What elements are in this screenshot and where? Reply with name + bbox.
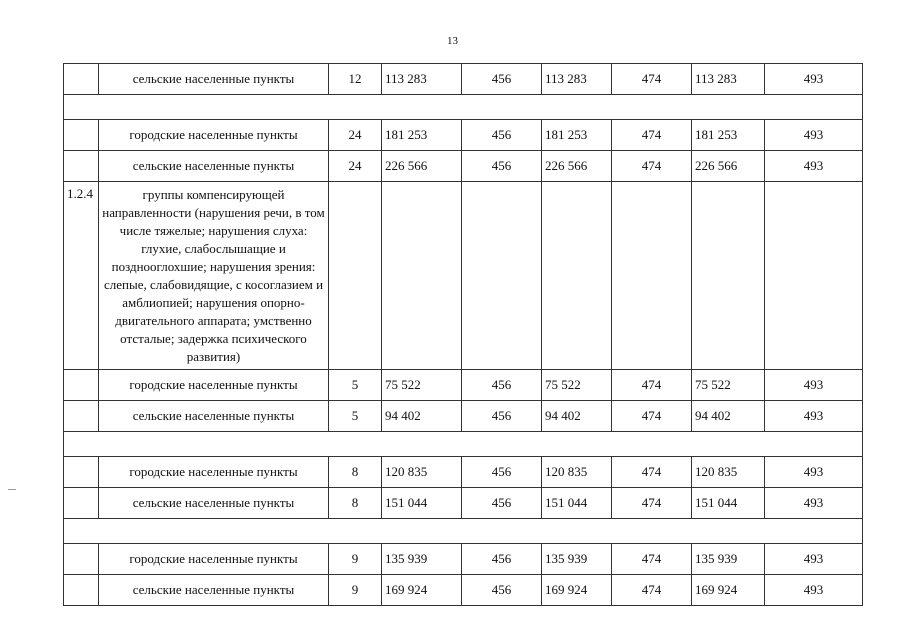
row-code bbox=[64, 120, 99, 151]
value-cell-c1: 24 bbox=[329, 151, 382, 182]
settlement-type: городские населенные пункты bbox=[99, 370, 329, 401]
value-cell-c1: 9 bbox=[329, 575, 382, 606]
value-cell-c6: 151 044 bbox=[692, 488, 765, 519]
empty-cell bbox=[382, 182, 462, 370]
value-cell-c7: 493 bbox=[765, 64, 863, 95]
value-cell-c6: 120 835 bbox=[692, 457, 765, 488]
value-cell-c5: 474 bbox=[612, 401, 692, 432]
value-cell-c1: 24 bbox=[329, 120, 382, 151]
value-cell-c2: 113 283 bbox=[382, 64, 462, 95]
spacer-row bbox=[64, 432, 863, 457]
value-cell-c6: 226 566 bbox=[692, 151, 765, 182]
value-cell-c5: 474 bbox=[612, 151, 692, 182]
value-cell-c1: 5 bbox=[329, 401, 382, 432]
value-cell-c5: 474 bbox=[612, 544, 692, 575]
spacer-row bbox=[64, 95, 863, 120]
settlement-type: сельские населенные пункты bbox=[99, 488, 329, 519]
value-cell-c3: 456 bbox=[462, 457, 542, 488]
section-title: группы компенсирующей направленности (нарушения речи, в том числе тяжелые; нарушения слуха: глухие, слабослышащие и позднооглохшие; нарушения зрения: слепые, слабовидящие, с косоглазием и амблиопией; нарушения опорно-двигательного аппарата; умственно отсталые; задержка психического развития) bbox=[99, 182, 329, 370]
value-cell-c7: 493 bbox=[765, 120, 863, 151]
value-cell-c4: 113 283 bbox=[542, 64, 612, 95]
empty-cell bbox=[462, 182, 542, 370]
empty-cell bbox=[612, 182, 692, 370]
value-cell-c3: 456 bbox=[462, 370, 542, 401]
value-cell-c4: 169 924 bbox=[542, 575, 612, 606]
settlement-type: сельские населенные пункты bbox=[99, 151, 329, 182]
table-row bbox=[64, 151, 863, 182]
value-cell-c5: 474 bbox=[612, 488, 692, 519]
row-code bbox=[64, 457, 99, 488]
value-cell-c6: 94 402 bbox=[692, 401, 765, 432]
value-cell-c2: 181 253 bbox=[382, 120, 462, 151]
spacer-cell bbox=[64, 432, 863, 457]
value-cell-c2: 94 402 bbox=[382, 401, 462, 432]
value-cell-c2: 75 522 bbox=[382, 370, 462, 401]
table-body bbox=[64, 64, 863, 606]
value-cell-c7: 493 bbox=[765, 488, 863, 519]
table-row bbox=[64, 544, 863, 575]
value-cell-c2: 120 835 bbox=[382, 457, 462, 488]
section-code: 1.2.4 bbox=[64, 182, 99, 370]
value-cell-c7: 493 bbox=[765, 575, 863, 606]
value-cell-c3: 456 bbox=[462, 544, 542, 575]
value-cell-c1: 5 bbox=[329, 370, 382, 401]
page-number: 13 bbox=[447, 35, 458, 47]
row-code bbox=[64, 370, 99, 401]
value-cell-c6: 113 283 bbox=[692, 64, 765, 95]
value-cell-c1: 12 bbox=[329, 64, 382, 95]
tariff-table bbox=[63, 63, 863, 606]
value-cell-c2: 169 924 bbox=[382, 575, 462, 606]
value-cell-c2: 135 939 bbox=[382, 544, 462, 575]
value-cell-c3: 456 bbox=[462, 575, 542, 606]
value-cell-c4: 135 939 bbox=[542, 544, 612, 575]
value-cell-c5: 474 bbox=[612, 120, 692, 151]
value-cell-c4: 94 402 bbox=[542, 401, 612, 432]
value-cell-c3: 456 bbox=[462, 120, 542, 151]
settlement-type: сельские населенные пункты bbox=[99, 64, 329, 95]
settlement-type: городские населенные пункты bbox=[99, 120, 329, 151]
table-row bbox=[64, 401, 863, 432]
value-cell-c7: 493 bbox=[765, 457, 863, 488]
value-cell-c7: 493 bbox=[765, 370, 863, 401]
value-cell-c6: 181 253 bbox=[692, 120, 765, 151]
value-cell-c5: 474 bbox=[612, 457, 692, 488]
empty-cell bbox=[692, 182, 765, 370]
value-cell-c4: 151 044 bbox=[542, 488, 612, 519]
table-row bbox=[64, 370, 863, 401]
value-cell-c1: 8 bbox=[329, 488, 382, 519]
table-row bbox=[64, 64, 863, 95]
value-cell-c1: 9 bbox=[329, 544, 382, 575]
row-code bbox=[64, 151, 99, 182]
value-cell-c7: 493 bbox=[765, 151, 863, 182]
row-code bbox=[64, 64, 99, 95]
table-row bbox=[64, 457, 863, 488]
value-cell-c2: 151 044 bbox=[382, 488, 462, 519]
value-cell-c6: 75 522 bbox=[692, 370, 765, 401]
value-cell-c5: 474 bbox=[612, 575, 692, 606]
section-header-row bbox=[64, 182, 863, 370]
row-code bbox=[64, 401, 99, 432]
value-cell-c6: 135 939 bbox=[692, 544, 765, 575]
margin-mark bbox=[8, 489, 16, 490]
value-cell-c4: 120 835 bbox=[542, 457, 612, 488]
table-row bbox=[64, 488, 863, 519]
value-cell-c3: 456 bbox=[462, 401, 542, 432]
value-cell-c5: 474 bbox=[612, 64, 692, 95]
value-cell-c4: 75 522 bbox=[542, 370, 612, 401]
value-cell-c4: 226 566 bbox=[542, 151, 612, 182]
table-row bbox=[64, 120, 863, 151]
spacer-row bbox=[64, 519, 863, 544]
empty-cell bbox=[542, 182, 612, 370]
spacer-cell bbox=[64, 95, 863, 120]
empty-cell bbox=[329, 182, 382, 370]
value-cell-c7: 493 bbox=[765, 544, 863, 575]
value-cell-c1: 8 bbox=[329, 457, 382, 488]
row-code bbox=[64, 488, 99, 519]
settlement-type: городские населенные пункты bbox=[99, 544, 329, 575]
settlement-type: сельские населенные пункты bbox=[99, 401, 329, 432]
empty-cell bbox=[765, 182, 863, 370]
spacer-cell bbox=[64, 519, 863, 544]
value-cell-c6: 169 924 bbox=[692, 575, 765, 606]
value-cell-c3: 456 bbox=[462, 151, 542, 182]
value-cell-c4: 181 253 bbox=[542, 120, 612, 151]
value-cell-c5: 474 bbox=[612, 370, 692, 401]
value-cell-c2: 226 566 bbox=[382, 151, 462, 182]
value-cell-c3: 456 bbox=[462, 488, 542, 519]
value-cell-c7: 493 bbox=[765, 401, 863, 432]
settlement-type: сельские населенные пункты bbox=[99, 575, 329, 606]
row-code bbox=[64, 575, 99, 606]
row-code bbox=[64, 544, 99, 575]
table-row bbox=[64, 575, 863, 606]
value-cell-c3: 456 bbox=[462, 64, 542, 95]
settlement-type: городские населенные пункты bbox=[99, 457, 329, 488]
